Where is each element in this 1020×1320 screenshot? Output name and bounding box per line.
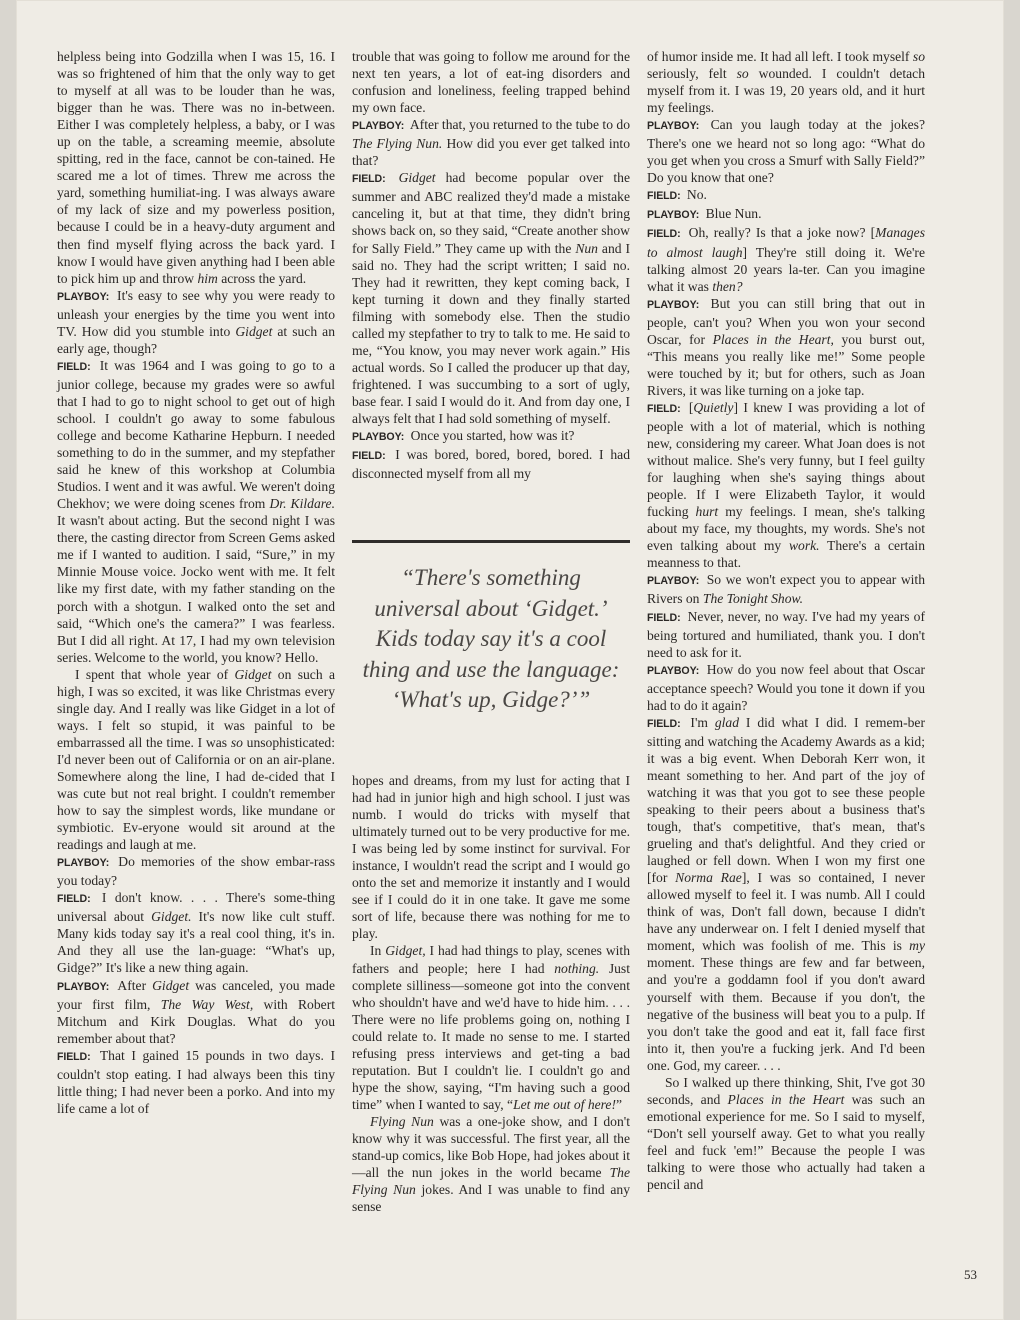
pull-quote-text: “There's something universal about ‘Gidget.’ Kids today say it's a cool thing and use the language: ‘What's up, Gidge?’” (362, 565, 620, 712)
speaker-label: FIELD: (647, 228, 681, 241)
interview-question: PLAYBOY: So we won't expect you to appear with Rivers on The Tonight Show. (647, 572, 925, 607)
speaker-label: PLAYBOY: (647, 575, 700, 588)
interview-answer: FIELD: It was 1964 and I was going to go to a junior college, because my grades were so awful that I had to go to night school to get out of high school. I couldn't go away to some fabulous college and become Katharine Hepburn. I needed something to do in the summer, and my stepfather said he knew of this workshop at Columbia Studios. I went and it was awful. We weren't doing Chekhov; we were doing scenes from Dr. Kildare. It wasn't about acting. But the second night I was there, the casting director from Screen Gems asked me if I wanted to audition. I said, “Sure,” in my Minnie Mouse voice. Jocko went with me. It felt like my first date, with my father standing on the porch with a shotgun. I walked onto the set and said, “Which one's the camera?” I was fearless. But I did all right. At 17, I had my own television series. Welcome to the world, you know? Hello. (57, 357, 335, 665)
pull-quote (352, 540, 630, 753)
paragraph: helpless being into Godzilla when I was 15, 16. I was so frightened of him that the only way to get to myself at all was to be louder than he was, bigger than he was. There was no in-between. Either I was completely helpless, a baby, or I was up on the table, a screaming meemie, absolute spitting, red in the face, cannot be con-tained. He scared me a lot of times. Threw me across the yard, something humiliat-ing. I was always aware of my lack of size and my powerless position, because I could be in a heavy-duty argument and then find myself flying across the back yard. I know I would have given anything had I been able to pick him up and throw him across the yard. (57, 49, 335, 286)
interview-answer: FIELD: [Quietly] I knew I was providing a lot of people with a lot of material, which is nothing new, considering my career. What Joan does is not without malice. She's very funny, but I feel guilty for laughing when she's saying things about people. If I were Elizabeth Taylor, it would fucking hurt my feelings. I mean, she's talking about my face, my thoughts, my words. She's not even talking about my work. There's a certain meanness to that. (647, 399, 925, 571)
speaker-label: PLAYBOY: (647, 298, 700, 311)
speaker-label: PLAYBOY: (57, 857, 110, 870)
paragraph: I spent that whole year of Gidget on such a high, I was so excited, it was like Christmas every single day. And I really was like Gidget in a lot of ways. I felt so stupid, it was painful to be embarrassed all the time. I was so unsophisticated: I'd never been out of California or on an air-plane. Somewhere along the line, I had de-cided that I was cute but not real bright. I couldn't remember how to say the simplest words, like mundane or symbiotic. Ev-eryone would sit around at the readings and laugh at me. (57, 666, 335, 853)
interview-question: PLAYBOY: Blue Nun. (647, 206, 762, 222)
interview-question: PLAYBOY: How do you now feel about that Oscar acceptance speech? Would you tone it down if you had to do it again? (647, 661, 925, 713)
interview-answer: FIELD: Oh, really? Is that a joke now? [Manages to almost laugh] They're still doing it. We're talking almost 20 years la-ter. Can you imagine what it was then? (647, 225, 925, 294)
paragraph: hopes and dreams, from my lust for acting that I had had in junior high and high school. I just was numb. I would do tricks with myself that ultimately turned out to be very productive for me. I was being led by some instinct for survival. For instance, I wouldn't read the script and I would go onto the set and memorize it instantly and I would see if I could do it in one take. It gave me some sort of life, because there was nothing for me to play. (352, 773, 630, 942)
interview-answer: FIELD: That I gained 15 pounds in two days. I couldn't stop eating. I had always been this tiny little thing; I had never been a porko. And into my life came a lot of (57, 1047, 335, 1116)
interview-answer: FIELD: I was bored, bored, bored, bored. I had disconnected myself from all my (352, 447, 630, 482)
speaker-label: FIELD: (352, 450, 386, 463)
interview-question: PLAYBOY: It's easy to see why you were ready to unleash your energies by the time you went into TV. How did you stumble into Gidget at such an early age, though? (57, 287, 335, 356)
speaker-label: PLAYBOY: (647, 664, 700, 677)
interview-question: PLAYBOY: But you can still bring that out in people, can't you? When you won your second Oscar, for Places in the Heart, you burst out, “This means you really like me!” Some people were touched by it; but for others, such as Joan Rivers, it was like turning on a joke tap. (647, 295, 926, 398)
interview-answer: FIELD: I'm glad I did what I did. I remem-ber sitting and watching the Academy Awards as a kid; it was a big event. When Deborah Kerr won, it meant something to her. And part of the joy of watching it was that you got to see these people speaking to their peers about a business that's tough, that's competitive, that's mean, that's grueling and that's delightful. And they cried or laughed or fell down. When I won my first one [for Norma Rae], I was so contained, I never allowed myself to feel it. I was numb. All I could think of was, Don't fall down, because I didn't have any underwear on. I felt I denied myself that moment, which was foolish of me. This is my moment. These things are few and far between, and you're a goddamn fool if you don't award yourself with them. Because if you don't, the negative of the business will beat you to a pulp. If you don't take the good and eat it, fall face first into it, then you're a fucking jerk. And I'd been one. God, my career. . . . (647, 714, 925, 1073)
interview-question: PLAYBOY: Once you started, how was it? (352, 428, 575, 444)
speaker-label: FIELD: (647, 717, 681, 730)
speaker-label: FIELD: (352, 173, 386, 186)
paragraph: In Gidget, I had had things to play, scenes with fathers and people; here I had nothing. Just complete silliness—someone got into the convent who shouldn't have and we'd have to hide him. . . . There were no life problems going on, nothing I could relate to. It made no sense to me. I started refusing press interviews and get-ting a bad reputation. But I couldn't lie. I couldn't go and hype the show, saying, “I'm having such a good time” when I wanted to say, “Let me out of here!” (352, 943, 631, 1112)
interview-answer: FIELD: Never, never, no way. I've had my years of being tortured and humiliated, thank you. I don't need to ask for it. (647, 608, 925, 660)
speaker-label: FIELD: (57, 893, 91, 906)
page-number: 53 (964, 1267, 977, 1282)
interview-answer: FIELD: Gidget had become popular over the summer and ABC realized they'd made a mistake canceling it, but at that time, they didn't bring shows back on, so they said, “Create another show for Sally Field.” They came up with the Nun and I said no. They had the script written; I said no. They had it rewritten, they kept coming back, I kept turning it down and they finally started filming with somebody else. Then the studio called my stepfather to try to talk to me. He said to me, “You know, you may never work again.” His actual words. So I called the producer up that day, frightened. I was succumbing to a sort of ugly, base fear. I said I would do it. And from day one, I always felt that I had sold something of myself. (352, 170, 630, 426)
speaker-label: PLAYBOY: (647, 120, 700, 133)
paragraph: of humor inside me. It had all left. I took myself so seriously, felt so wounded. I couldn't detach myself from it. I was 19, 20 years old, and it hurt my feelings. (647, 49, 925, 116)
speaker-label: FIELD: (647, 190, 681, 203)
speaker-label: PLAYBOY: (352, 431, 405, 444)
paragraph: trouble that was going to follow me around for the next ten years, a lot of eat-ing disorders and confusion and loneliness, feeling trapped behind my own face. (352, 49, 630, 116)
text-column-2-continued (352, 772, 630, 1215)
text-column-2 (352, 48, 630, 482)
paragraph: Flying Nun was a one-joke show, and I don't know why it was successful. The first year, all the stand-up comics, like Bob Hope, had jokes about it—all the nun jokes in the world became The Flying Nun jokes. And I was unable to find any sense (352, 1113, 631, 1215)
interview-question: PLAYBOY: After that, you returned to the tube to do The Flying Nun. How did you ever get talked into that? (352, 117, 631, 169)
paragraph: So I walked up there thinking, Shit, I've got 30 seconds, and Places in the Heart was such an emotional experience for me. So I said to myself, “Don't sell yourself away. Get to what you really feel and fuck 'em!” Because the people I was talking to were those who actually had taken a pencil and (647, 1074, 925, 1193)
speaker-label: PLAYBOY: (57, 980, 110, 993)
speaker-label: PLAYBOY: (57, 290, 110, 303)
interview-question: PLAYBOY: Do memories of the show embar-rass you today? (57, 854, 335, 889)
speaker-label: FIELD: (57, 1050, 91, 1063)
speaker-label: FIELD: (57, 360, 91, 373)
speaker-label: PLAYBOY: (352, 120, 405, 133)
text-column-1 (57, 48, 335, 1117)
interview-answer: FIELD: No. (647, 187, 707, 203)
speaker-label: FIELD: (647, 611, 681, 624)
interview-question: PLAYBOY: Can you laugh today at the jokes? There's one we heard not so long ago: “What do you get when you cross a Smurf with Sally Field?” Do you know that one? (647, 117, 925, 186)
interview-question: PLAYBOY: After Gidget was canceled, you made your first film, The Way West, with Robert Mitchum and Kirk Douglas. What do you remember about that? (57, 977, 335, 1046)
speaker-label: PLAYBOY: (647, 209, 700, 222)
text-column-3 (647, 48, 925, 1193)
speaker-label: FIELD: (647, 402, 681, 415)
interview-answer: FIELD: I don't know. . . . There's some-thing universal about Gidget. It's now like cult stuff. Many kids today say it's a real cool thing, it's in. And they all use the lan-guage: “What's up, Gidge?” It's like a new thing again. (57, 890, 335, 976)
